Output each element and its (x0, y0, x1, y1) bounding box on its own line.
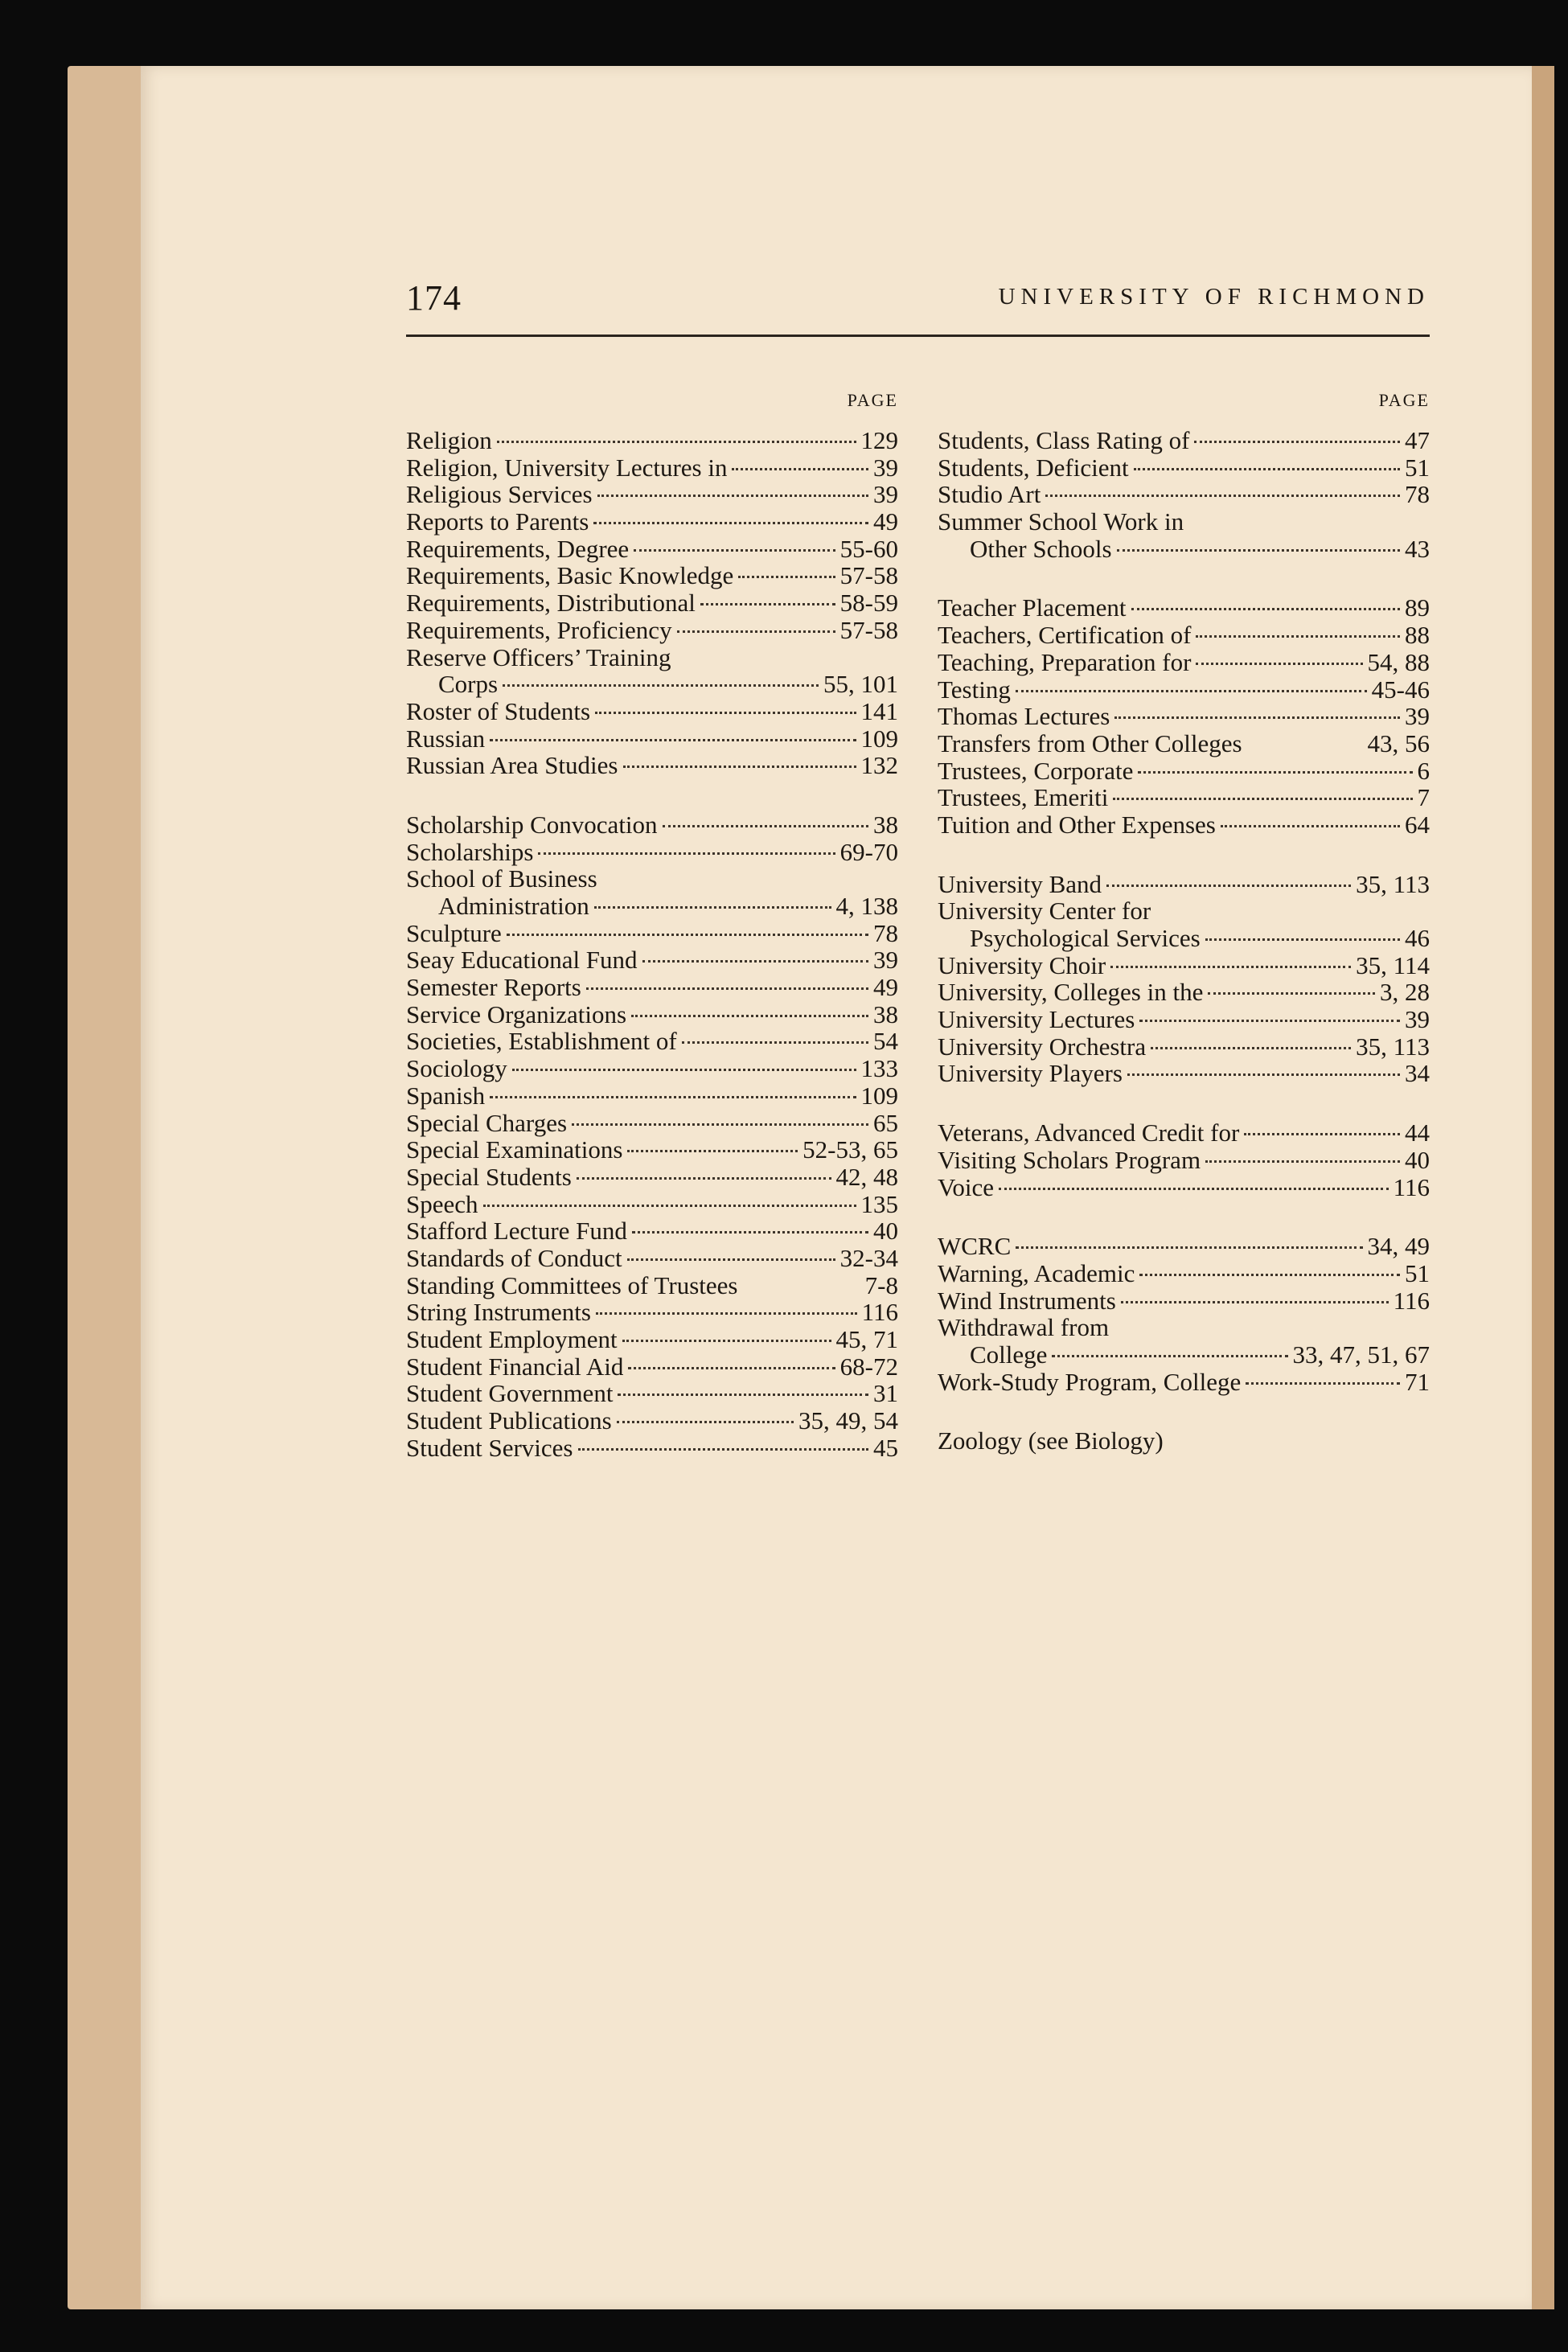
index-page-refs: 71 (1405, 1367, 1430, 1396)
index-page-refs: 133 (860, 1054, 898, 1083)
dot-leader (572, 1123, 868, 1126)
index-page-refs: 116 (1393, 1172, 1430, 1201)
dot-leader (1205, 938, 1400, 941)
index-entry (938, 1006, 1430, 1033)
index-page-refs: 46 (1405, 924, 1430, 952)
index-page-refs: 39 (873, 480, 898, 509)
index-term: Sociology (406, 1054, 507, 1083)
index-term: Religion (406, 426, 492, 454)
index-term: Requirements, Distributional (406, 589, 696, 618)
dot-leader (512, 1069, 856, 1071)
index-entry (406, 1110, 898, 1137)
index-page-refs: 65 (873, 1108, 898, 1137)
index-page-refs: 40 (873, 1217, 898, 1246)
index-entry (938, 1119, 1430, 1147)
index-term: Seay Educational Fund (406, 946, 638, 975)
index-page-refs: 141 (860, 696, 898, 725)
dot-leader (627, 1150, 798, 1152)
index-page-refs: 45, 71 (835, 1325, 898, 1353)
dot-leader (700, 603, 835, 605)
index-page-refs: 116 (1393, 1286, 1430, 1315)
index-entry (406, 454, 898, 482)
dot-leader (538, 852, 835, 855)
index-term: Testing (938, 675, 1011, 704)
index-entry (406, 536, 898, 563)
index-entry (406, 811, 898, 839)
index-entry (406, 1001, 898, 1028)
index-term: Student Employment (406, 1325, 618, 1353)
dot-leader (627, 1258, 835, 1261)
index-entry (938, 897, 1430, 925)
index-entry (938, 925, 1430, 952)
index-term: Speech (406, 1189, 478, 1218)
dot-leader (596, 1312, 857, 1315)
index-entry (406, 508, 898, 536)
dot-leader (1246, 1382, 1400, 1385)
dot-leader (490, 739, 856, 741)
running-head: UNIVERSITY OF RICHMOND (998, 284, 1430, 310)
index-page-refs: 35, 114 (1356, 950, 1430, 979)
index-term: Student Services (406, 1433, 573, 1462)
index-entry (938, 1033, 1430, 1061)
index-entry (406, 974, 898, 1001)
index-entry (406, 946, 898, 974)
index-term: University, Colleges in the (938, 978, 1204, 1007)
index-entry (938, 784, 1430, 811)
index-term: Societies, Establishment of (406, 1027, 677, 1056)
index-page-refs: 78 (1405, 480, 1430, 509)
dot-leader (623, 766, 856, 768)
index-entry (406, 920, 898, 947)
index-term: Russian Area Studies (406, 751, 618, 780)
index-term: Requirements, Basic Knowledge (406, 561, 734, 590)
index-term: Requirements, Proficiency (406, 615, 672, 644)
index-term: Teachers, Certification of (938, 621, 1192, 650)
dot-leader (642, 960, 868, 963)
dot-leader (507, 934, 868, 936)
index-entry (938, 1260, 1430, 1287)
index-term: Tuition and Other Expenses (938, 810, 1216, 839)
index-page-refs: 51 (1405, 1258, 1430, 1287)
index-page-refs: 39 (873, 946, 898, 975)
dot-leader (586, 987, 868, 990)
index-term: Corps (438, 670, 499, 699)
index-entry (406, 698, 898, 725)
index-term: Administration (438, 892, 589, 920)
index-term: School of Business (406, 864, 597, 893)
dot-leader (738, 576, 835, 578)
dot-leader (622, 1340, 831, 1342)
index-entry (406, 617, 898, 644)
index-term: Spanish (406, 1081, 486, 1110)
index-entry (406, 1191, 898, 1218)
index-page-refs: 109 (860, 1081, 898, 1110)
dot-leader (497, 441, 856, 443)
index-term: Teaching, Preparation for (938, 647, 1192, 676)
index-page-refs: 31 (873, 1379, 898, 1408)
index-page-refs: 40 (1405, 1145, 1430, 1174)
index-entry (938, 481, 1430, 508)
index-entry (406, 481, 898, 508)
group-gap (938, 562, 1430, 594)
index-term: Teacher Placement (938, 593, 1127, 622)
index-entry (406, 1217, 898, 1245)
index-term: Veterans, Advanced Credit for (938, 1119, 1240, 1147)
dot-leader (1016, 1246, 1362, 1249)
index-term: College (970, 1340, 1048, 1369)
index-term: Zoology (see Biology) (938, 1426, 1164, 1455)
index-term: Special Examinations (406, 1135, 623, 1164)
index-page-refs: 43 (1405, 534, 1430, 563)
index-page-refs: 54, 88 (1367, 647, 1430, 676)
index-entry (938, 811, 1430, 839)
index-entry (938, 1314, 1430, 1341)
dot-leader (1052, 1355, 1287, 1357)
dot-leader (631, 1015, 868, 1017)
index-term: Reserve Officers’ Training (406, 642, 671, 671)
index-entry (938, 1233, 1430, 1260)
index-page-refs: 132 (860, 751, 898, 780)
index-page-refs: 89 (1405, 593, 1430, 622)
index-page-refs: 35, 113 (1356, 869, 1430, 898)
dot-leader (597, 495, 868, 497)
index-entry (406, 752, 898, 779)
index-term: Psychological Services (970, 924, 1201, 952)
index-term: Sculpture (406, 918, 502, 947)
dot-leader (663, 825, 868, 827)
dot-leader (1205, 1160, 1400, 1163)
index-page-refs: 7 (1417, 783, 1430, 812)
index-page-refs: 135 (860, 1189, 898, 1218)
index-page-refs: 34 (1405, 1059, 1430, 1088)
index-entry (938, 676, 1430, 704)
index-page-refs: 116 (861, 1298, 898, 1327)
index-term: Work-Study Program, College (938, 1367, 1242, 1396)
index-page-refs: 4, 138 (835, 892, 898, 920)
dot-leader (1117, 549, 1400, 552)
index-term: Wind Instruments (938, 1286, 1116, 1315)
index-entry (406, 1407, 898, 1435)
dot-leader (1131, 608, 1401, 610)
index-term: Student Publications (406, 1406, 612, 1435)
dot-leader (1208, 992, 1375, 995)
group-gap (406, 779, 898, 811)
index-term: Trustees, Corporate (938, 756, 1134, 785)
index-page-refs: 49 (873, 507, 898, 536)
index-term: Special Charges (406, 1108, 568, 1137)
index-term: Thomas Lectures (938, 702, 1110, 731)
dot-leader (593, 522, 868, 524)
index-page-refs: 88 (1405, 621, 1430, 650)
index-entry (938, 1060, 1430, 1087)
index-page-refs: 39 (1405, 1005, 1430, 1034)
index-page-refs: 49 (873, 973, 898, 1002)
index-term: Semester Reports (406, 973, 581, 1002)
group-gap (938, 839, 1430, 871)
column-header: PAGE (1378, 390, 1430, 410)
index-entry (406, 589, 898, 617)
index-entry (406, 1055, 898, 1082)
index-column-right (938, 392, 1430, 1455)
dot-leader (483, 1205, 856, 1207)
index-entry (406, 893, 898, 920)
index-page-refs: 7-8 (864, 1270, 898, 1299)
index-page-refs: 44 (1405, 1119, 1430, 1147)
index-term: Stafford Lecture Fund (406, 1217, 627, 1246)
dot-leader (618, 1394, 868, 1396)
index-entry (406, 1435, 898, 1462)
index-page-refs: 129 (860, 426, 898, 454)
index-entry (406, 1272, 898, 1299)
index-page-refs: 68-72 (839, 1352, 898, 1381)
dot-leader (677, 630, 835, 633)
index-column-left (406, 392, 898, 1461)
index-entry (406, 865, 898, 893)
index-entry (406, 671, 898, 698)
index-entry (938, 1341, 1430, 1369)
dot-leader (1114, 716, 1400, 719)
index-page-refs: 38 (873, 810, 898, 839)
index-entry (938, 454, 1430, 482)
dot-leader (1138, 771, 1412, 774)
index-term: Service Organizations (406, 999, 627, 1028)
index-entry (406, 1380, 898, 1407)
index-page-refs: 58-59 (839, 589, 898, 618)
index-page-refs: 55, 101 (823, 670, 898, 699)
index-entry (406, 1353, 898, 1381)
dot-leader (1134, 468, 1400, 470)
dot-leader (634, 549, 835, 552)
column-header: PAGE (847, 390, 898, 410)
dot-leader (617, 1421, 794, 1423)
dot-leader (1045, 495, 1400, 497)
index-page-refs: 39 (1405, 702, 1430, 731)
dot-leader (490, 1096, 856, 1098)
index-term: Studio Art (938, 480, 1041, 509)
dot-leader (595, 712, 856, 714)
index-entry (406, 1082, 898, 1110)
index-entry (938, 594, 1430, 622)
dot-leader (1113, 798, 1412, 800)
index-entry (938, 703, 1430, 730)
index-term: WCRC (938, 1232, 1012, 1261)
group-gap (938, 1087, 1430, 1119)
index-page-refs: 78 (873, 918, 898, 947)
index-entry (938, 979, 1430, 1006)
index-term: Standards of Conduct (406, 1243, 622, 1272)
dot-leader (578, 1448, 869, 1451)
index-page-refs: 51 (1405, 453, 1430, 482)
index-page-refs: 64 (1405, 810, 1430, 839)
index-entry (938, 730, 1430, 757)
index-page-refs: 69-70 (839, 837, 898, 866)
index-page-refs: 54 (873, 1027, 898, 1056)
dot-leader (1106, 885, 1351, 887)
dot-leader (1121, 1301, 1389, 1303)
index-term: Religious Services (406, 480, 593, 509)
index-page-refs: 52-53, 65 (802, 1135, 898, 1164)
index-entry (938, 508, 1430, 536)
index-term: University Orchestra (938, 1032, 1147, 1061)
index-entry (938, 536, 1430, 563)
index-entry (938, 757, 1430, 785)
index-entry (406, 427, 898, 454)
index-page-refs: 45-46 (1371, 675, 1430, 704)
facing-page-strip (1532, 66, 1554, 2309)
group-gap (938, 1395, 1430, 1427)
index-page-refs: 57-58 (839, 615, 898, 644)
dot-leader (1151, 1047, 1351, 1049)
index-page-refs: 39 (873, 453, 898, 482)
index-term: Trustees, Emeriti (938, 783, 1109, 812)
index-page-refs: 43, 56 (1367, 729, 1430, 757)
page-number: 174 (406, 278, 462, 318)
index-entry (406, 725, 898, 753)
index-page-refs: 47 (1405, 426, 1430, 454)
index-page-refs: 45 (873, 1433, 898, 1462)
index-term: Students, Class Rating of (938, 426, 1190, 454)
dot-leader (1110, 966, 1351, 968)
index-term: Reports to Parents (406, 507, 589, 536)
index-term: Warning, Academic (938, 1258, 1135, 1287)
index-term: Withdrawal from (938, 1313, 1110, 1342)
index-page-refs: 42, 48 (835, 1162, 898, 1191)
index-term: Russian (406, 724, 486, 753)
index-term: Visiting Scholars Program (938, 1145, 1201, 1174)
page-header (406, 277, 1430, 334)
dot-leader (1244, 1133, 1400, 1135)
index-term: University Band (938, 869, 1102, 898)
index-page-refs: 35, 113 (1356, 1032, 1430, 1061)
index-term: University Choir (938, 950, 1106, 979)
index-page-refs: 35, 49, 54 (798, 1406, 898, 1435)
index-entry (938, 871, 1430, 898)
dot-leader (1196, 635, 1400, 638)
index-term: University Center for (938, 897, 1151, 926)
index-entry (406, 1299, 898, 1326)
index-page-refs: 3, 28 (1380, 978, 1430, 1007)
index-term: Standing Committees of Trustees (406, 1270, 738, 1299)
index-entry (938, 1174, 1430, 1201)
index-term: Scholarships (406, 837, 534, 866)
index-page-refs: 57-58 (839, 561, 898, 590)
index-page-refs: 33, 47, 51, 67 (1292, 1340, 1430, 1369)
index-term: University Lectures (938, 1005, 1135, 1034)
dot-leader (1127, 1073, 1400, 1076)
dot-leader (682, 1041, 868, 1044)
index-entry (938, 1147, 1430, 1174)
index-entry (406, 1245, 898, 1272)
index-term: Roster of Students (406, 696, 591, 725)
header-rule (406, 335, 1430, 337)
index-entry (406, 1164, 898, 1191)
index-page-refs: 38 (873, 999, 898, 1028)
dot-leader (1194, 441, 1400, 443)
index-term: Students, Deficient (938, 453, 1129, 482)
index-term: Other Schools (970, 534, 1112, 563)
index-term: Religion, University Lectures in (406, 453, 728, 482)
index-page-refs: 32-34 (839, 1243, 898, 1272)
index-page-refs: 109 (860, 724, 898, 753)
dot-leader (1139, 1020, 1400, 1022)
index-entry (938, 622, 1430, 649)
index-entry (938, 952, 1430, 979)
index-entry (406, 1136, 898, 1164)
index-term: Special Students (406, 1162, 572, 1191)
dot-leader (999, 1188, 1389, 1190)
dot-leader (503, 684, 819, 687)
index-page-refs: 34, 49 (1367, 1232, 1430, 1261)
index-entry (938, 427, 1430, 454)
dot-leader (1196, 663, 1362, 665)
index-entry (406, 839, 898, 866)
dot-leader (732, 468, 868, 470)
dot-leader (1221, 825, 1400, 827)
index-page-refs: 6 (1417, 756, 1430, 785)
dot-leader (577, 1177, 831, 1180)
index-entry (406, 1326, 898, 1353)
index-entry (938, 1427, 1430, 1455)
index-term: Requirements, Degree (406, 534, 630, 563)
index-entry (406, 562, 898, 589)
index-entry (406, 644, 898, 671)
index-term: Voice (938, 1172, 995, 1201)
dot-leader (1139, 1274, 1400, 1276)
index-term: University Players (938, 1059, 1123, 1088)
group-gap (938, 1201, 1430, 1233)
index-page-refs: 55-60 (839, 534, 898, 563)
index-term: Scholarship Convocation (406, 810, 658, 839)
index-entry (406, 1028, 898, 1055)
index-entry (938, 1369, 1430, 1396)
index-term: Student Financial Aid (406, 1352, 624, 1381)
index-term: String Instruments (406, 1298, 591, 1327)
dot-leader (632, 1231, 868, 1233)
index-entry (938, 1287, 1430, 1315)
dot-leader (628, 1367, 835, 1369)
index-term: Transfers from Other Colleges (938, 729, 1242, 757)
index-term: Student Government (406, 1379, 614, 1408)
index-entry (938, 649, 1430, 676)
dot-leader (594, 906, 831, 909)
dot-leader (1016, 690, 1367, 692)
index-term: Summer School Work in (938, 507, 1184, 536)
